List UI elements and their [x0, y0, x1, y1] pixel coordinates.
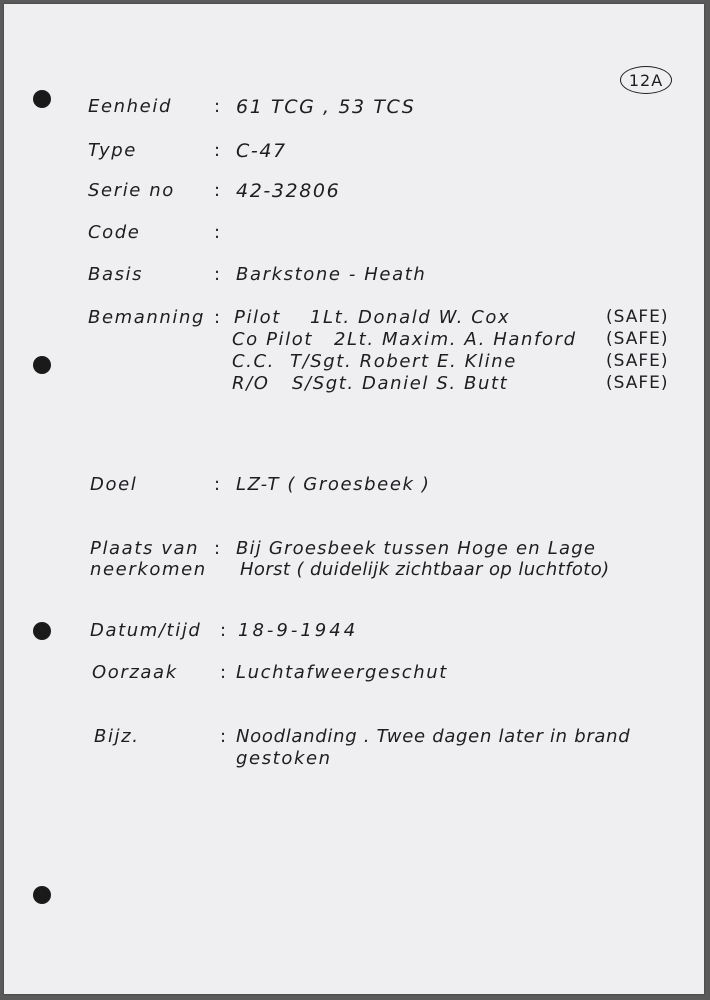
colon: : [214, 180, 222, 201]
field-label-serie: Serie no [88, 180, 175, 201]
field-value-bijz-line2: gestoken [236, 748, 332, 769]
field-value-plaats-line2: Horst ( duidelijk zichtbaar op luchtfoto) [240, 559, 610, 580]
field-value-bijz: Noodlanding . Twee dagen later in brand [236, 726, 631, 747]
page-number: 12A [620, 66, 672, 94]
crew-role: R/O [232, 373, 270, 394]
colon: : [220, 726, 228, 747]
colon: : [220, 662, 228, 683]
field-value-doel: LZ-T ( Groesbeek ) [236, 474, 431, 495]
colon: : [214, 307, 222, 328]
colon: : [220, 620, 228, 641]
colon: : [214, 538, 222, 559]
crew-name: T/Sgt. Robert E. Kline [290, 351, 517, 372]
field-label-plaats: Plaats van [90, 538, 200, 559]
field-label-bijz: Bijz. [94, 726, 140, 747]
field-value-type: C-47 [236, 140, 287, 162]
field-label-type: Type [88, 140, 137, 161]
crew-status: (SAFE) [606, 329, 669, 349]
field-label-plaats-line2: neerkomen [90, 559, 207, 580]
punch-hole [33, 622, 51, 640]
field-label-bemanning: Bemanning [88, 307, 206, 328]
colon: : [214, 140, 222, 161]
field-label-eenheid: Eenheid [88, 96, 172, 117]
field-value-serie: 42-32806 [236, 180, 341, 202]
colon: : [214, 96, 222, 117]
colon: : [214, 264, 222, 285]
crew-role: Co Pilot [232, 329, 314, 350]
punch-hole [33, 356, 51, 374]
field-label-datum: Datum/tijd [90, 620, 202, 641]
crew-status: (SAFE) [606, 351, 669, 371]
crew-name: 1Lt. Donald W. Cox [310, 307, 511, 328]
crew-role: Pilot [234, 307, 281, 328]
field-value-datum: 18-9-1944 [238, 620, 359, 641]
colon: : [214, 222, 222, 243]
colon: : [214, 474, 222, 495]
crew-status: (SAFE) [606, 373, 669, 393]
field-label-code: Code [88, 222, 141, 243]
field-value-eenheid: 61 TCG , 53 TCS [236, 96, 416, 118]
crew-name: S/Sgt. Daniel S. Butt [292, 373, 509, 394]
field-value-plaats: Bij Groesbeek tussen Hoge en Lage [236, 538, 597, 559]
field-label-oorzaak: Oorzaak [92, 662, 178, 683]
field-label-doel: Doel [90, 474, 138, 495]
field-value-basis: Barkstone - Heath [236, 264, 427, 285]
crew-status: (SAFE) [606, 307, 669, 327]
field-label-basis: Basis [88, 264, 144, 285]
document-page [4, 4, 704, 994]
punch-hole [33, 886, 51, 904]
crew-role: C.C. [232, 351, 275, 372]
crew-name: 2Lt. Maxim. A. Hanford [334, 329, 577, 350]
field-value-oorzaak: Luchtafweergeschut [236, 662, 448, 683]
punch-hole [33, 90, 51, 108]
